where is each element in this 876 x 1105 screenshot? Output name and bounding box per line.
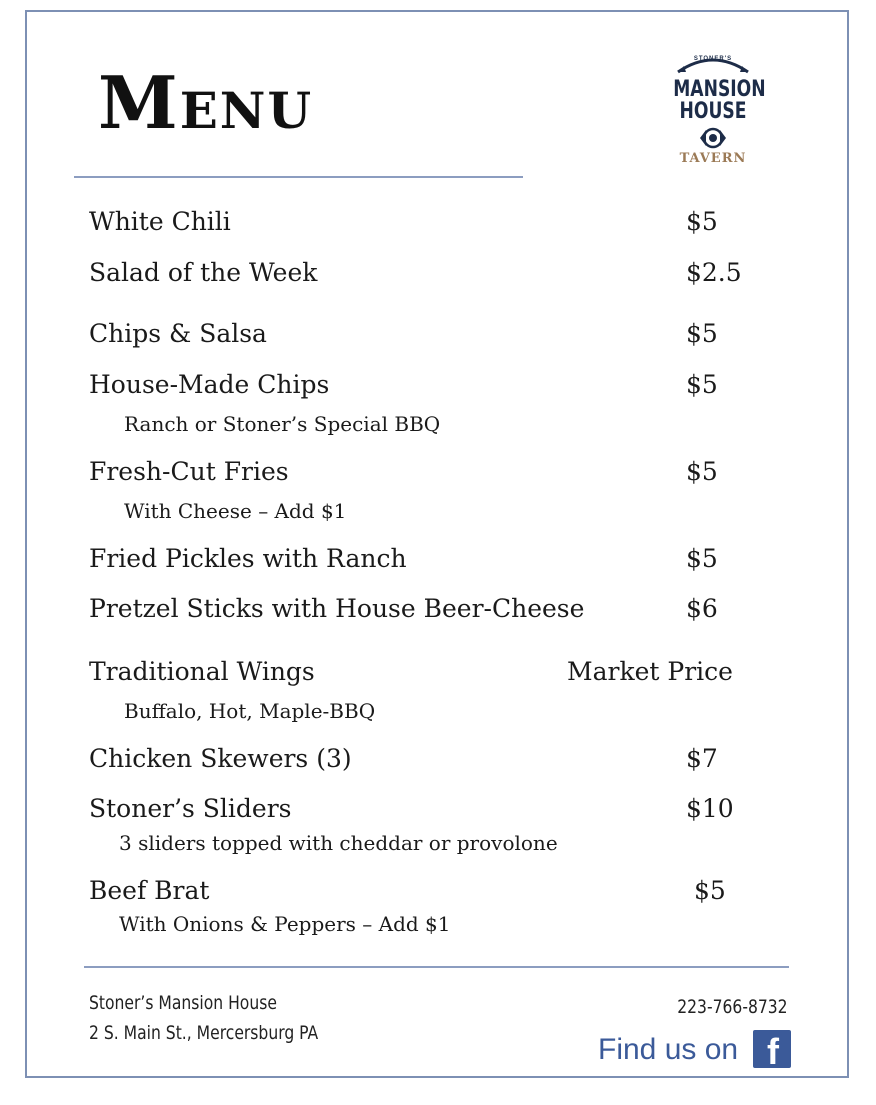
lion-crest-icon <box>700 126 726 150</box>
page-title: Menu <box>98 60 314 145</box>
find-us-on-link[interactable]: Find us on <box>598 1033 739 1066</box>
menu-item-price: $5 <box>686 207 718 236</box>
menu-item-name: Chips & Salsa <box>89 319 267 348</box>
menu-item-price: $5 <box>686 457 718 486</box>
menu-item-price: $6 <box>686 594 718 623</box>
menu-item-description: Ranch or Stoner’s Special BBQ <box>124 412 441 436</box>
logo-line-house: HOUSE <box>679 99 747 124</box>
logo-line-mansion: MANSION <box>673 77 766 102</box>
menu-item-price: $5 <box>686 544 718 573</box>
mansion-house-logo <box>662 50 764 170</box>
logo-line-tavern: TAVERN <box>679 151 747 166</box>
menu-item-description: Buffalo, Hot, Maple-BBQ <box>124 699 376 723</box>
menu-item-price: $5 <box>686 370 718 399</box>
menu-item-name: Chicken Skewers (3) <box>89 744 352 773</box>
menu-item-description: With Cheese – Add $1 <box>124 499 347 523</box>
phone-number: 223-766-8732 <box>677 996 788 1018</box>
restaurant-address: 2 S. Main St., Mercersburg PA <box>89 1022 319 1044</box>
menu-item-price: $5 <box>694 876 726 905</box>
logo-maker-text: STONER'S <box>693 56 733 62</box>
footer-divider <box>84 966 789 968</box>
menu-item-name: Stoner’s Sliders <box>89 794 292 823</box>
menu-item-description: 3 sliders topped with cheddar or provolone <box>119 831 558 855</box>
restaurant-name: Stoner’s Mansion House <box>89 992 277 1014</box>
menu-item-name: House-Made Chips <box>89 370 330 399</box>
menu-item-price: $2.5 <box>686 258 742 287</box>
menu-item-description: With Onions & Peppers – Add $1 <box>119 912 451 936</box>
menu-item-name: White Chili <box>89 207 231 236</box>
menu-item-name: Salad of the Week <box>89 258 318 287</box>
menu-item-name: Beef Brat <box>89 876 210 905</box>
menu-item-price: $7 <box>686 744 718 773</box>
menu-item-name: Fried Pickles with Ranch <box>89 544 407 573</box>
menu-item-price: $5 <box>686 319 718 348</box>
menu-item-name: Fresh-Cut Fries <box>89 457 289 486</box>
menu-item-name: Traditional Wings <box>89 657 315 686</box>
menu-item-price: Market Price <box>567 657 733 686</box>
menu-item-name: Pretzel Sticks with House Beer-Cheese <box>89 594 585 623</box>
title-divider <box>74 176 523 178</box>
facebook-icon[interactable]: f <box>753 1030 791 1068</box>
menu-item-price: $10 <box>686 794 734 823</box>
